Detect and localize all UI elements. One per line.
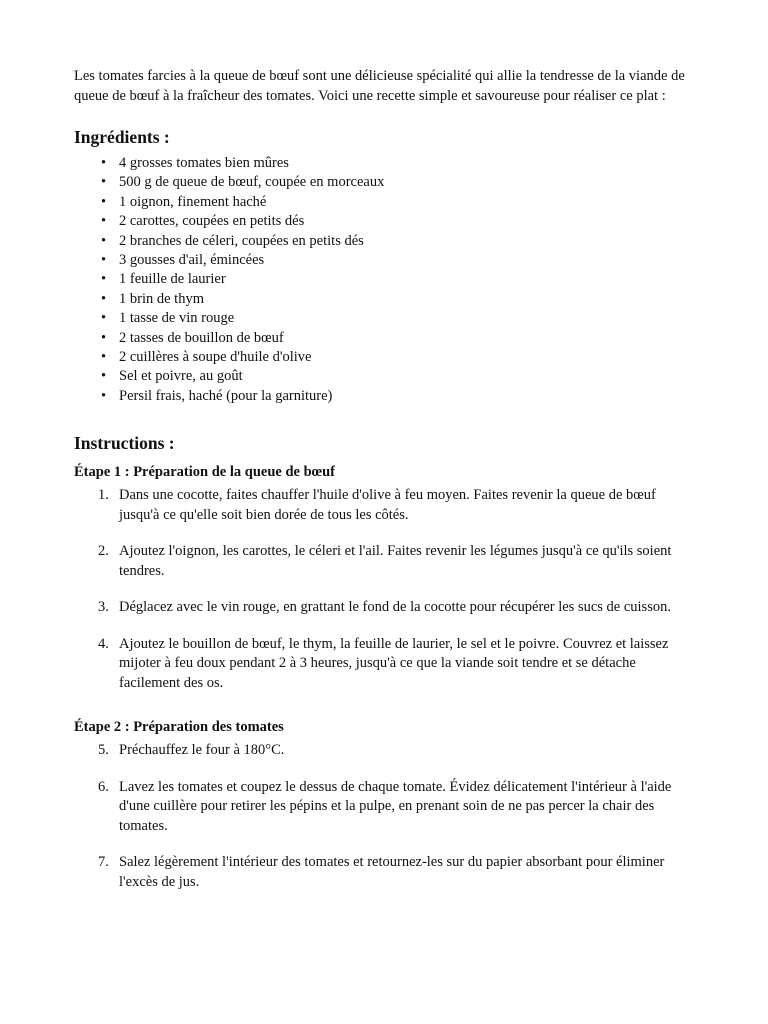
ingredient-item: • 3 gousses d'ail, émincées xyxy=(74,251,694,270)
step-text: Salez légèrement l'intérieur des tomates et retournez-les sur du papier absorbant pour éliminer l'excès de jus. xyxy=(119,854,665,890)
ingredient-item: • 500 g de queue de bœuf, coupée en morceaux xyxy=(74,173,694,192)
step-text: Déglacez avec le vin rouge, en grattant le fond de la cocotte pour récupérer les sucs de cuisson. xyxy=(119,599,671,616)
step-number: 4. xyxy=(98,635,109,652)
step-text: Ajoutez le bouillon de bœuf, le thym, la feuille de laurier, le sel et le poivre. Couvrez et laissez mijoter à feu doux pendant 2 à 3 heures, jusqu'à ce que la viande soit tendre et se détache facilement des os. xyxy=(119,635,669,691)
step-spacer xyxy=(74,525,694,542)
step-item xyxy=(74,741,694,761)
instructions-heading: Instructions : xyxy=(74,433,175,454)
recipe-content xyxy=(74,67,694,892)
step-number: 7. xyxy=(98,854,109,871)
stage-1-steps xyxy=(74,486,694,693)
step-item xyxy=(74,598,694,618)
ingredient-item: • Sel et poivre, au goût xyxy=(74,367,694,386)
ingredient-item: • 4 grosses tomates bien mûres xyxy=(74,154,694,173)
ingredient-item: • Persil frais, haché (pour la garniture) xyxy=(74,387,694,406)
ingredient-item: • 1 brin de thym xyxy=(74,290,694,309)
step-item xyxy=(74,635,694,694)
ingredients-list xyxy=(74,154,694,406)
step-text: Préchauffez le four à 180°C. xyxy=(119,742,285,759)
step-text: Lavez les tomates et coupez le dessus de chaque tomate. Évidez délicatement l'intérieur à l'aide d'une cuillère pour retirer les pépins et la pulpe, en prenant soin de ne pas percer la chair des tomates. xyxy=(119,778,672,834)
ingredient-item: • 1 oignon, finement haché xyxy=(74,193,694,212)
step-spacer xyxy=(74,581,694,598)
step-item xyxy=(74,486,694,525)
step-spacer xyxy=(74,836,694,853)
step-number: 2. xyxy=(98,543,109,560)
step-item xyxy=(74,778,694,837)
step-item xyxy=(74,542,694,581)
intro-paragraph: Les tomates farcies à la queue de bœuf sont une délicieuse spécialité qui allie la tendresse de la viande de queue de bœuf à la fraîcheur des tomates. Voici une recette simple et savoureuse pour réaliser ce plat : xyxy=(74,68,685,104)
step-spacer xyxy=(74,618,694,635)
stage-2-title: Étape 2 : Préparation des tomates xyxy=(74,719,284,736)
step-spacer xyxy=(74,761,694,778)
step-text: Dans une cocotte, faites chauffer l'huile d'olive à feu moyen. Faites revenir la queue de bœuf jusqu'à ce qu'elle soit bien dorée de tous les côtés. xyxy=(119,487,656,523)
step-text: Ajoutez l'oignon, les carottes, le céleri et l'ail. Faites revenir les légumes jusqu'à ce qu'ils soient tendres. xyxy=(119,543,672,579)
ingredient-item: • 2 carottes, coupées en petits dés xyxy=(74,212,694,231)
ingredient-item: • 2 branches de céleri, coupées en petits dés xyxy=(74,232,694,251)
ingredient-item: • 1 feuille de laurier xyxy=(74,270,694,289)
step-number: 3. xyxy=(98,599,109,616)
step-number: 6. xyxy=(98,778,109,795)
step-number: 5. xyxy=(98,742,109,759)
ingredient-item: • 2 tasses de bouillon de bœuf xyxy=(74,329,694,348)
step-item xyxy=(74,853,694,892)
ingredient-item: • 1 tasse de vin rouge xyxy=(74,309,694,328)
ingredient-item: • 2 cuillères à soupe d'huile d'olive xyxy=(74,348,694,367)
stage-1-title: Étape 1 : Préparation de la queue de bœuf xyxy=(74,464,335,481)
stage-2-steps xyxy=(74,741,694,892)
step-number: 1. xyxy=(98,487,109,504)
ingredients-heading: Ingrédients : xyxy=(74,127,170,147)
